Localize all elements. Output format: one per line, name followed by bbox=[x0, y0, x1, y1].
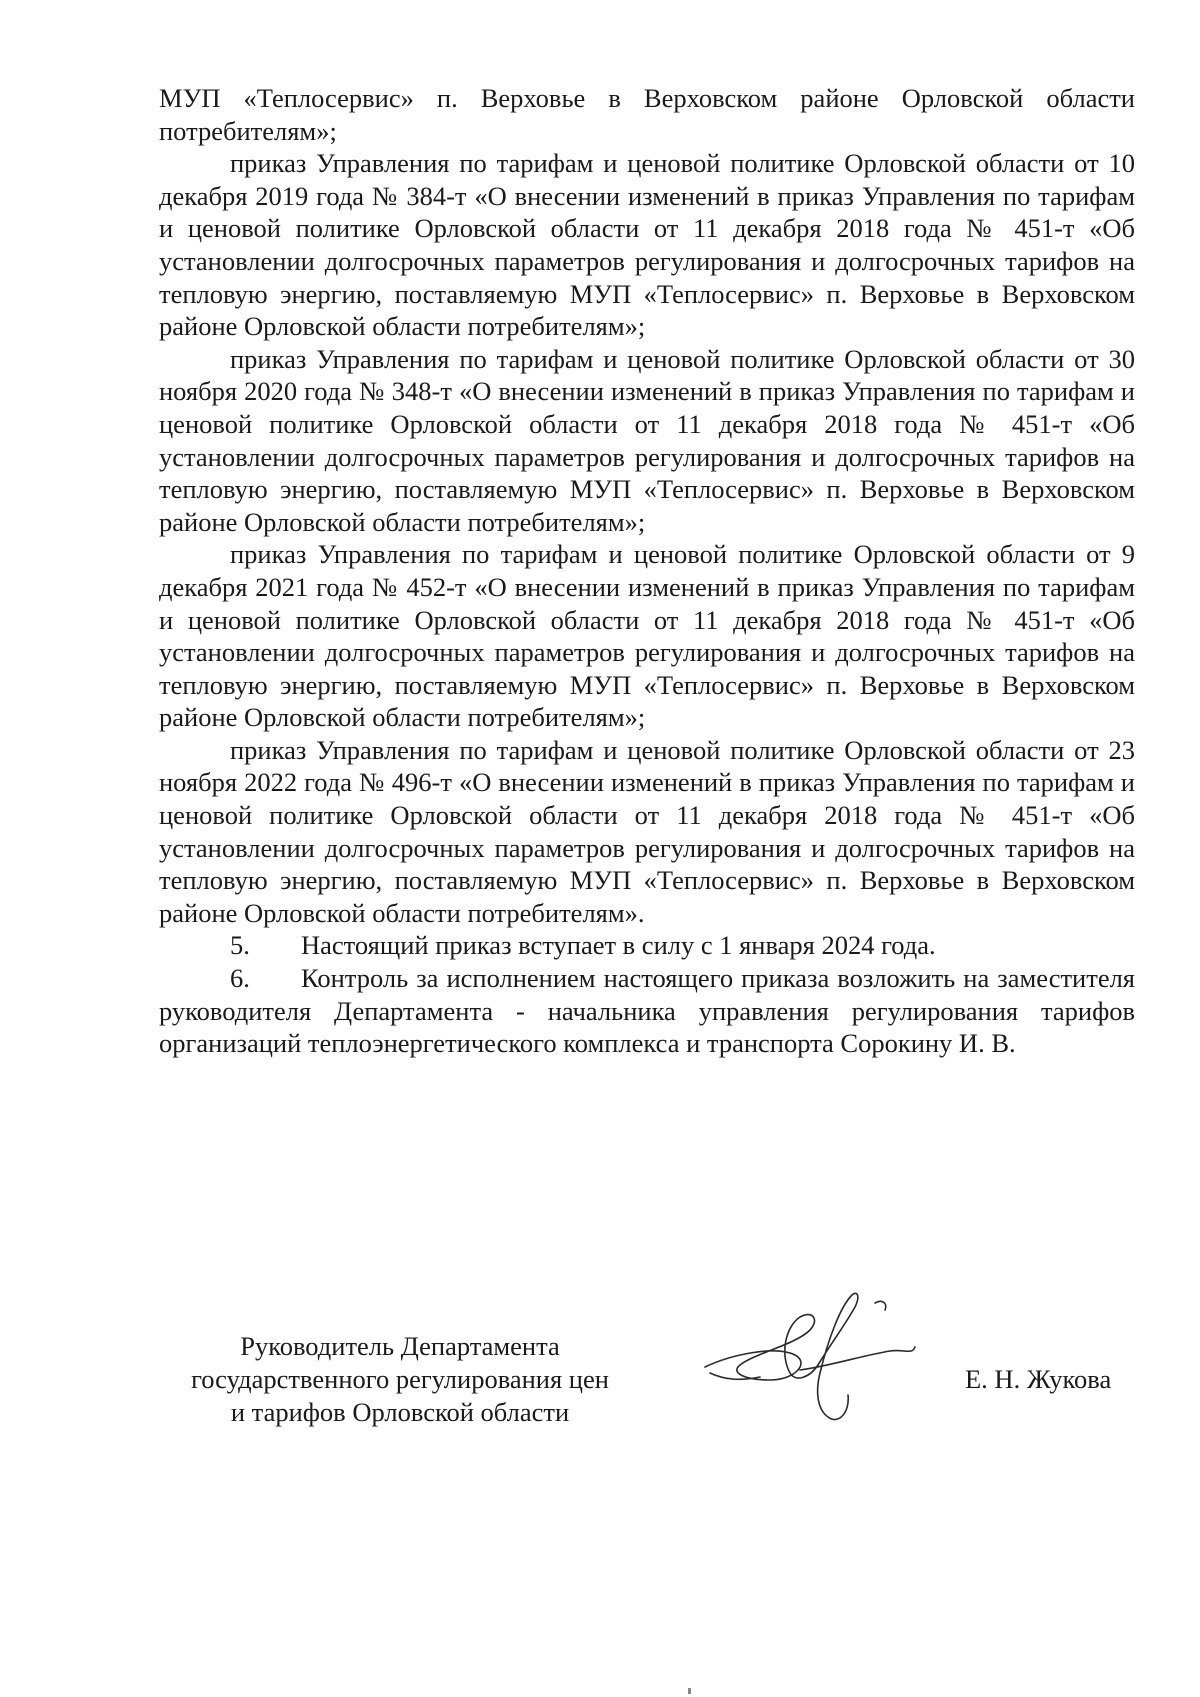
paragraph-order-2022: приказ Управления по тарифам и ценовой политике Орловской области от 23 ноября 2022 года № 496-т «О внесении изменений в приказ Управления по тарифам и ценовой политике Орловской области от 11 декабря 2018 года № 451-т «Об установлении долгосрочных параметров регулирования и долгосрочных тарифов на тепловую энергию, поставляемую МУП «Теплосервис» п. Верховье в Верховском районе Орловской области потребителям». bbox=[159, 734, 1135, 928]
numbered-item-6 bbox=[159, 962, 1135, 1060]
document-body bbox=[159, 82, 1135, 1060]
handwritten-signature bbox=[700, 1285, 920, 1435]
signatory-position bbox=[160, 1330, 640, 1429]
position-line-2: государственного регулирования цен bbox=[191, 1364, 609, 1394]
item-number: 6. bbox=[230, 963, 250, 994]
item-number: 5. bbox=[230, 930, 250, 961]
position-line-3: и тарифов Орловской области bbox=[230, 1397, 570, 1427]
paragraph-order-2020: приказ Управления по тарифам и ценовой политике Орловской области от 30 ноября 2020 года № 348-т «О внесении изменений в приказ Управления по тарифам и ценовой политике Орловской области от 11 декабря 2018 года № 451-т «Об установлении долгосрочных параметров регулирования и долгосрочных тарифов на тепловую энергию, поставляемую МУП «Теплосервис» п. Верховье в Верховском районе Орловской области потребителям»; bbox=[159, 343, 1135, 537]
item-text: Контроль за исполнением настоящего приказа возложить на заместителя руководителя Департамента - начальника управления регулирования тарифов организаций теплоэнергетического комплекса и транспорта Сорокину И. В. bbox=[159, 963, 1135, 1059]
paragraph-continuation: МУП «Теплосервис» п. Верховье в Верховском районе Орловской области потребителям»; bbox=[159, 83, 1135, 146]
numbered-item-5 bbox=[159, 929, 1135, 962]
paragraph-order-2019: приказ Управления по тарифам и ценовой политике Орловской области от 10 декабря 2019 года № 384-т «О внесении изменений в приказ Управления по тарифам и ценовой политике Орловской области от 11 декабря 2018 года № 451-т «Об установлении долгосрочных параметров регулирования и долгосрочных тарифов на тепловую энергию, поставляемую МУП «Теплосервис» п. Верховье в Верховском районе Орловской области потребителям»; bbox=[159, 148, 1135, 342]
signatory-name: Е. Н. Жукова bbox=[965, 1364, 1112, 1394]
position-line-1: Руководитель Департамента bbox=[240, 1331, 560, 1361]
paragraph-order-2021: приказ Управления по тарифам и ценовой политике Орловской области от 9 декабря 2021 года № 452-т «О внесении изменений в приказ Управления по тарифам и ценовой политике Орловской области от 11 декабря 2018 года № 451-т «Об установлении долгосрочных параметров регулирования и долгосрочных тарифов на тепловую энергию, поставляемую МУП «Теплосервис» п. Верховье в Верховском районе Орловской области потребителям»; bbox=[159, 539, 1135, 733]
item-text: Настоящий приказ вступает в силу с 1 января 2024 года. bbox=[301, 930, 936, 961]
scan-mark bbox=[688, 1688, 691, 1694]
